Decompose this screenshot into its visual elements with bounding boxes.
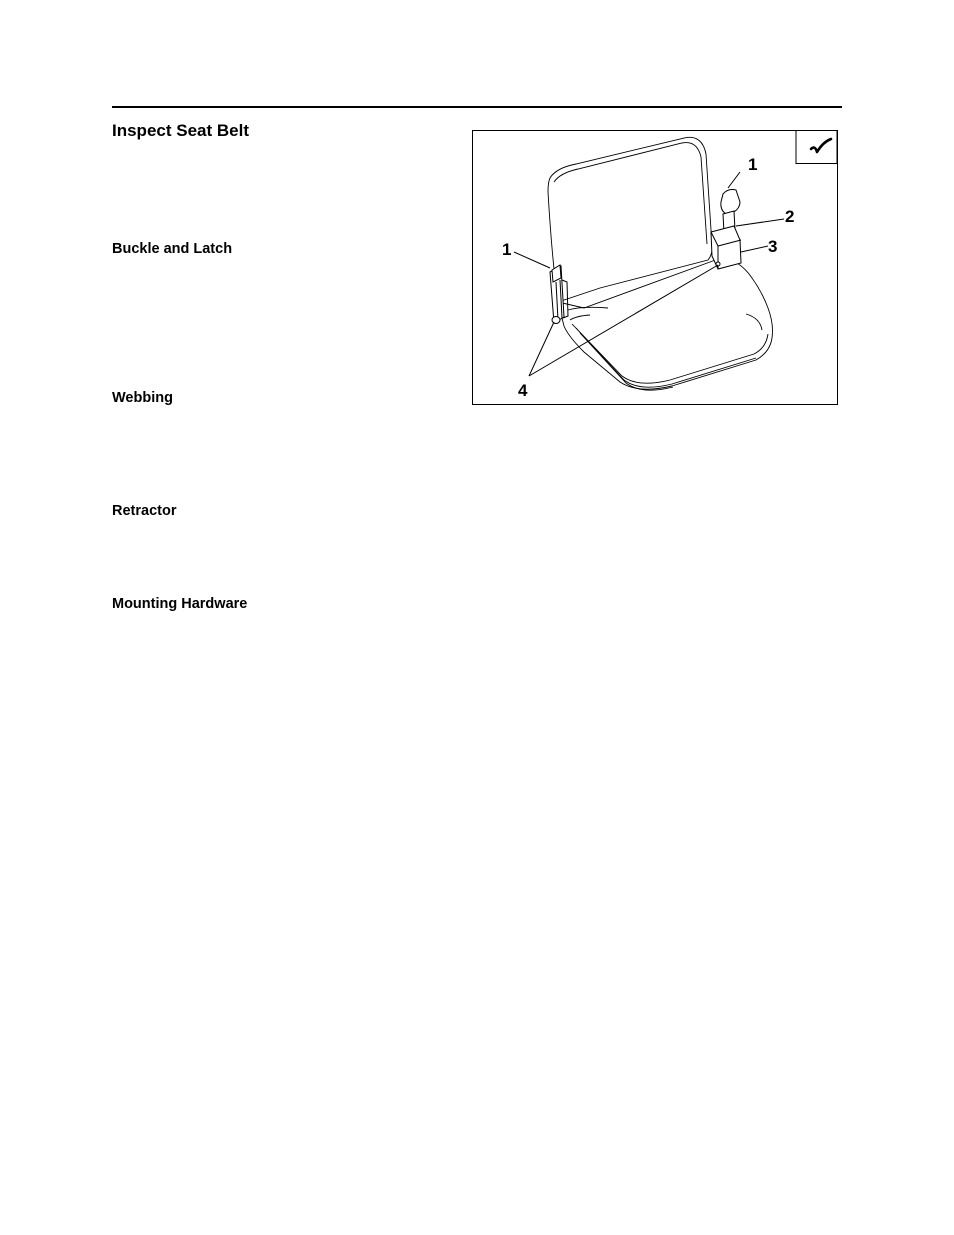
left-anchor-bolt <box>552 317 560 324</box>
callout-4: 4 <box>518 381 528 400</box>
section-webbing: Webbing <box>112 390 173 406</box>
callout-2: 2 <box>785 207 795 226</box>
section-retractor: Retractor <box>112 503 177 519</box>
section-mounting-hardware: Mounting Hardware <box>112 596 248 612</box>
checkmark-icon <box>796 131 837 164</box>
section-buckle-and-latch: Buckle and Latch <box>112 241 233 257</box>
header-rule <box>112 106 842 108</box>
retractor <box>711 226 741 269</box>
seat-belt-figure <box>472 130 838 405</box>
callout-3: 3 <box>768 237 778 256</box>
page-title: Inspect Seat Belt <box>112 121 249 140</box>
callout-1-right: 1 <box>748 155 758 174</box>
callout-1-left: 1 <box>502 240 512 259</box>
seat-belt-illustration <box>472 130 838 405</box>
